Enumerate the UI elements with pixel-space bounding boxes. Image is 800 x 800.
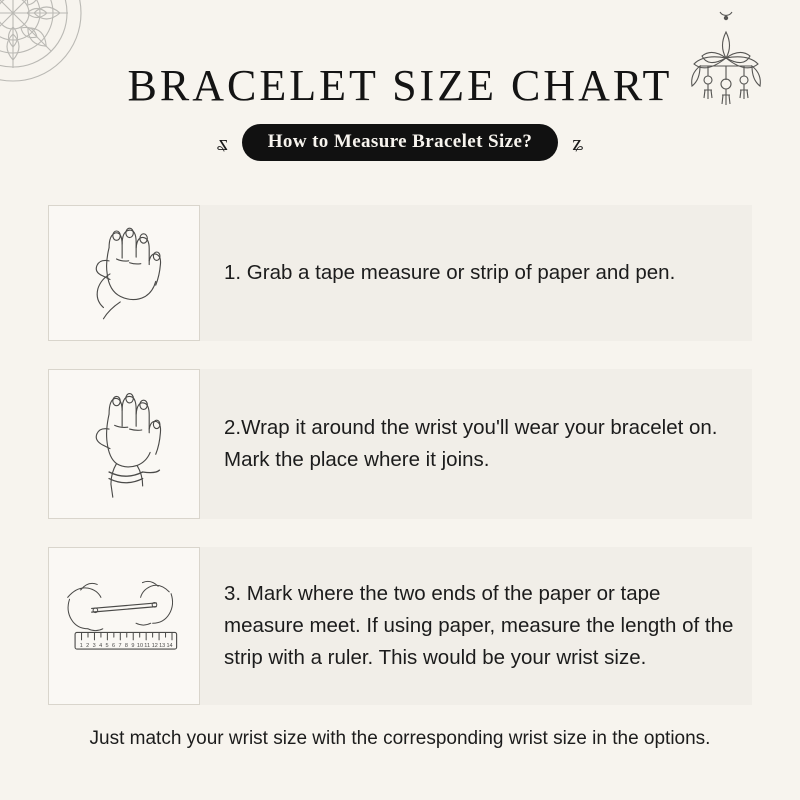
svg-text:9: 9 xyxy=(131,643,135,650)
svg-text:3: 3 xyxy=(92,643,96,650)
flourish-right-icon: ʑ xyxy=(572,129,584,155)
svg-text:10: 10 xyxy=(136,643,144,650)
subtitle-row xyxy=(0,124,800,161)
list-item xyxy=(48,205,752,341)
footer-note: Just match your wrist size with the corresponding wrist size in the options. xyxy=(89,728,711,749)
svg-text:5: 5 xyxy=(105,643,109,650)
list-item xyxy=(48,547,752,705)
step-text: 2.Wrap it around the wrist you'll wear your bracelet on. Mark the place where it joins. xyxy=(224,416,718,471)
list-item xyxy=(48,369,752,519)
subtitle-pill: How to Measure Bracelet Size? xyxy=(242,124,559,161)
svg-text:11: 11 xyxy=(144,643,151,650)
page-title: BRACELET SIZE CHART xyxy=(127,61,673,110)
svg-text:8: 8 xyxy=(124,643,129,650)
hand-fist-illustration xyxy=(48,205,200,341)
svg-text:6: 6 xyxy=(112,643,116,650)
hand-with-tape-around-wrist-illustration xyxy=(48,369,200,519)
svg-text:13: 13 xyxy=(159,643,166,650)
svg-text:7: 7 xyxy=(118,643,122,650)
hands-measuring-strip-with-ruler-illustration xyxy=(48,547,200,705)
svg-text:2: 2 xyxy=(86,643,90,650)
svg-text:4: 4 xyxy=(99,643,103,650)
step-text: 1. Grab a tape measure or strip of paper and pen. xyxy=(224,261,676,285)
flourish-left-icon: ʑ xyxy=(216,129,228,155)
svg-text:14: 14 xyxy=(166,643,173,650)
svg-text:12: 12 xyxy=(151,643,158,650)
steps-list xyxy=(48,205,752,733)
svg-text:1: 1 xyxy=(79,643,83,650)
step-text: 3. Mark where the two ends of the paper or tape measure meet. If using paper, measure the length of the strip with a ruler. This would be your wrist size. xyxy=(224,582,734,669)
